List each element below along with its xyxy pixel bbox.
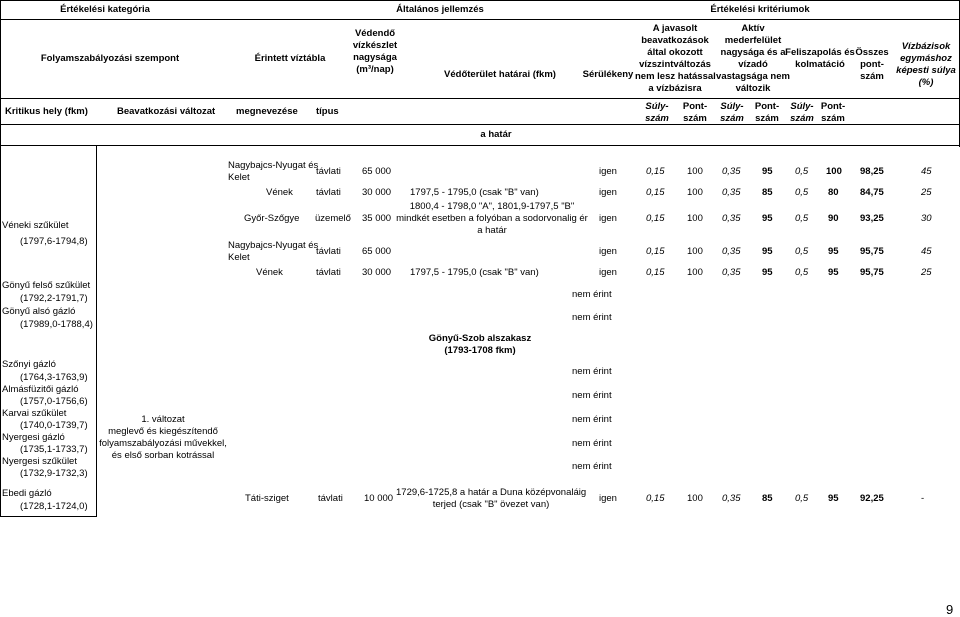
row5-pct: 25 bbox=[921, 267, 932, 278]
row4-name: Kelet bbox=[228, 252, 250, 263]
criterion-1: nem lesz hatással bbox=[635, 71, 716, 82]
header-intervention-variant: Beavatkozási változat bbox=[117, 106, 216, 117]
header-points-1: Pont- bbox=[682, 101, 708, 112]
header-points-1: szám bbox=[683, 113, 707, 124]
row9-w3: 0,5 bbox=[795, 493, 809, 504]
row3-bounds: 1800,4 - 1798,0 "A", 1801,9-1797,5 "B" bbox=[409, 201, 575, 212]
criterion-3: kolmatáció bbox=[795, 59, 845, 70]
row1-type: távlati bbox=[316, 166, 341, 177]
row1-name: Nagybajcs-Nyugat és bbox=[228, 160, 319, 171]
not-affected: nem érint bbox=[572, 414, 612, 425]
site-name: Szőnyi gázló bbox=[2, 359, 56, 370]
site-range: (1728,1-1724,0) bbox=[20, 501, 88, 512]
row1-p1: 100 bbox=[687, 166, 703, 177]
row1-qty: 65 000 bbox=[362, 166, 392, 177]
row2-qty: 30 000 bbox=[362, 187, 392, 198]
site-name: Nyergesi szűkület bbox=[2, 456, 77, 467]
row4-w1: 0,15 bbox=[646, 246, 665, 257]
row2-w3: 0,5 bbox=[795, 187, 809, 198]
row5-qty: 30 000 bbox=[362, 267, 392, 278]
header-protected: (m³/nap) bbox=[356, 64, 394, 75]
criterion-1: beavatkozások bbox=[641, 35, 709, 46]
row9-p1: 100 bbox=[687, 493, 703, 504]
site-name: Nyergesi gázló bbox=[2, 432, 65, 443]
site-name: Almásfüzitői gázló bbox=[2, 384, 79, 395]
header-weight-2: szám bbox=[720, 113, 744, 124]
criterion-3: Feliszapolás és bbox=[785, 47, 855, 58]
row4-w2: 0,35 bbox=[722, 246, 741, 257]
row2-bounds: 1797,5 - 1795,0 (csak "B" van) bbox=[410, 187, 539, 198]
variant-desc: meglevő és kiegészítendő bbox=[108, 426, 218, 437]
header-total: pont- bbox=[860, 59, 884, 70]
site-range: (1735,1-1733,7) bbox=[20, 444, 88, 455]
page-number: 9 bbox=[946, 602, 954, 617]
header-criteria: Értékelési kritériumok bbox=[710, 4, 810, 15]
row3-p2: 95 bbox=[762, 213, 773, 224]
variant-desc: és első sorban kotrással bbox=[111, 450, 215, 461]
criterion-2: változik bbox=[735, 83, 771, 94]
row9-w1: 0,15 bbox=[646, 493, 665, 504]
criterion-2: vastagsága nem bbox=[716, 71, 790, 82]
header-weight: képesti súlya bbox=[896, 65, 956, 76]
row1-name: Kelet bbox=[228, 172, 250, 183]
row9-total: 92,25 bbox=[860, 493, 884, 504]
row4-p2: 95 bbox=[762, 246, 773, 257]
header-weight: egymáshoz bbox=[900, 53, 952, 64]
criterion-2: vízadó bbox=[738, 59, 768, 70]
header-vulnerable: Sérülékeny bbox=[582, 69, 634, 80]
header-zone-bounds: Védőterület határai (fkm) bbox=[444, 69, 556, 80]
criterion-1: vízszintváltozás bbox=[639, 59, 711, 70]
row4-p1: 100 bbox=[687, 246, 703, 257]
not-affected: nem érint bbox=[572, 312, 612, 323]
row3-type: üzemelő bbox=[315, 213, 351, 224]
criterion-2: nagysága és a bbox=[720, 47, 786, 58]
row9-bounds: 1729,6-1725,8 a határ a Duna középvonaláig bbox=[396, 487, 587, 498]
header-rule bbox=[0, 19, 960, 20]
row1-p2: 95 bbox=[762, 166, 773, 177]
section-range: (1793-1708 fkm) bbox=[444, 345, 516, 356]
row1-w1: 0,15 bbox=[646, 166, 665, 177]
row9-w2: 0,35 bbox=[722, 493, 741, 504]
row2-vuln: igen bbox=[599, 187, 617, 198]
row2-p1: 100 bbox=[687, 187, 703, 198]
header-weight-1: Súly- bbox=[645, 101, 669, 112]
row4-type: távlati bbox=[316, 246, 341, 257]
header-points-3: szám bbox=[821, 113, 845, 124]
header-boundary: a határ bbox=[480, 129, 512, 140]
site-name: Karvai szűkület bbox=[2, 408, 67, 419]
header-points-2: szám bbox=[755, 113, 779, 124]
row2-w2: 0,35 bbox=[722, 187, 741, 198]
site-range: (1792,2-1791,7) bbox=[20, 293, 88, 304]
site-name: Ebedi gázló bbox=[2, 488, 52, 499]
variant-desc: folyamszabályozási művekkel, bbox=[99, 438, 227, 449]
header-top-rule bbox=[0, 0, 960, 1]
row1-p3: 100 bbox=[826, 166, 842, 177]
site-range: (1797,6-1794,8) bbox=[20, 236, 88, 247]
header-points-3: Pont- bbox=[820, 101, 846, 112]
row3-w1: 0,15 bbox=[646, 213, 665, 224]
criterion-2: mederfelület bbox=[724, 35, 782, 46]
row4-vuln: igen bbox=[599, 246, 617, 257]
site-name: Gönyű alsó gázló bbox=[2, 306, 76, 317]
header-weight-3: szám bbox=[790, 113, 814, 124]
header-water-body: Érintett víztábla bbox=[254, 53, 326, 64]
row9-p3: 95 bbox=[828, 493, 839, 504]
criterion-2: Aktív bbox=[741, 23, 765, 34]
row3-pct: 30 bbox=[921, 213, 932, 224]
header-protected: vízkészlet bbox=[352, 40, 398, 51]
site-name: Gönyű felső szűkület bbox=[2, 280, 91, 291]
row5-name: Vének bbox=[256, 267, 283, 278]
row4-total: 95,75 bbox=[860, 246, 884, 257]
header-weight-2: Súly- bbox=[720, 101, 744, 112]
row3-vuln: igen bbox=[599, 213, 617, 224]
site-name: Véneki szűkület bbox=[2, 220, 69, 231]
row5-type: távlati bbox=[316, 267, 341, 278]
header-weight-3: Súly- bbox=[790, 101, 814, 112]
row3-bounds: mindkét esetben a folyóban a sodorvonalig ér bbox=[396, 213, 588, 224]
bottom-rule bbox=[0, 516, 97, 517]
row1-pct: 45 bbox=[921, 166, 932, 177]
header-points-2: Pont- bbox=[754, 101, 780, 112]
row1-w3: 0,5 bbox=[795, 166, 809, 177]
not-affected: nem érint bbox=[572, 289, 612, 300]
header-protected: Védendő bbox=[354, 28, 396, 39]
header-protected: nagysága bbox=[353, 52, 397, 63]
header-general: Általános jellemzés bbox=[396, 4, 484, 15]
header-type: típus bbox=[316, 106, 339, 117]
header-critical-site: Kritikus hely (fkm) bbox=[5, 106, 88, 117]
row1-vuln: igen bbox=[599, 166, 617, 177]
not-affected: nem érint bbox=[572, 366, 612, 377]
row9-type: távlati bbox=[318, 493, 343, 504]
not-affected: nem érint bbox=[572, 461, 612, 472]
site-range: (17989,0-1788,4) bbox=[20, 319, 93, 330]
row9-bounds: terjed (csak "B" övezet van) bbox=[432, 499, 550, 510]
header-left-rule bbox=[0, 0, 1, 147]
row3-w2: 0,35 bbox=[722, 213, 741, 224]
row9-p2: 85 bbox=[762, 493, 773, 504]
row2-w1: 0,15 bbox=[646, 187, 665, 198]
row2-type: távlati bbox=[316, 187, 341, 198]
not-affected: nem érint bbox=[572, 438, 612, 449]
row3-p1: 100 bbox=[687, 213, 703, 224]
row2-p3: 80 bbox=[828, 187, 839, 198]
left-rule bbox=[96, 145, 97, 517]
row9-pct: - bbox=[921, 493, 925, 504]
row3-total: 93,25 bbox=[860, 213, 884, 224]
header-weight: (%) bbox=[918, 77, 934, 88]
row5-p3: 95 bbox=[828, 267, 839, 278]
row9-name: Táti-sziget bbox=[245, 493, 289, 504]
header-regulation-point: Folyamszabályozási szempont bbox=[40, 53, 180, 64]
row1-total: 98,25 bbox=[860, 166, 884, 177]
header-category: Értékelési kategória bbox=[60, 4, 150, 15]
row3-name: Győr-Szőgye bbox=[244, 213, 300, 224]
header-bottom-rule bbox=[0, 145, 960, 146]
row4-pct: 45 bbox=[921, 246, 932, 257]
site-range: (1732,9-1732,3) bbox=[20, 468, 88, 479]
row5-p2: 95 bbox=[762, 267, 773, 278]
row2-total: 84,75 bbox=[860, 187, 884, 198]
row3-bounds: a határ bbox=[477, 225, 507, 236]
variant-title: 1. változat bbox=[141, 414, 185, 425]
criterion-1: a vízbázisra bbox=[648, 83, 702, 94]
row3-qty: 35 000 bbox=[362, 213, 392, 224]
row4-w3: 0,5 bbox=[795, 246, 809, 257]
row1-w2: 0,35 bbox=[722, 166, 741, 177]
site-range: (1757,0-1756,6) bbox=[20, 396, 88, 407]
row4-name: Nagybajcs-Nyugat és bbox=[228, 240, 319, 251]
header-total: szám bbox=[860, 71, 884, 82]
header-weight: Vízbázisok bbox=[901, 41, 951, 52]
section-title: Gönyű-Szob alszakasz bbox=[428, 333, 532, 344]
not-affected: nem érint bbox=[572, 390, 612, 401]
row5-p1: 100 bbox=[687, 267, 703, 278]
row5-w1: 0,15 bbox=[646, 267, 665, 278]
row4-qty: 65 000 bbox=[362, 246, 392, 257]
site-range: (1740,0-1739,7) bbox=[20, 420, 88, 431]
site-range: (1764,3-1763,9) bbox=[20, 372, 88, 383]
header-total: Összes bbox=[855, 47, 889, 58]
row5-bounds: 1797,5 - 1795,0 (csak "B" van) bbox=[410, 267, 539, 278]
row2-p2: 85 bbox=[762, 187, 773, 198]
row9-vuln: igen bbox=[599, 493, 617, 504]
header-rule bbox=[0, 98, 960, 99]
row5-w3: 0,5 bbox=[795, 267, 809, 278]
row4-p3: 95 bbox=[828, 246, 839, 257]
row3-w3: 0,5 bbox=[795, 213, 809, 224]
criterion-1: A javasolt bbox=[652, 23, 698, 34]
row3-p3: 90 bbox=[828, 213, 839, 224]
header-name: megnevezése bbox=[236, 106, 298, 117]
row5-w2: 0,35 bbox=[722, 267, 741, 278]
row5-vuln: igen bbox=[599, 267, 617, 278]
criterion-1: által okozott bbox=[647, 47, 703, 58]
row2-name: Vének bbox=[266, 187, 293, 198]
row5-total: 95,75 bbox=[860, 267, 884, 278]
row2-pct: 25 bbox=[921, 187, 932, 198]
left-rule bbox=[0, 145, 1, 517]
row9-qty: 10 000 bbox=[364, 493, 394, 504]
header-weight-1: szám bbox=[645, 113, 669, 124]
